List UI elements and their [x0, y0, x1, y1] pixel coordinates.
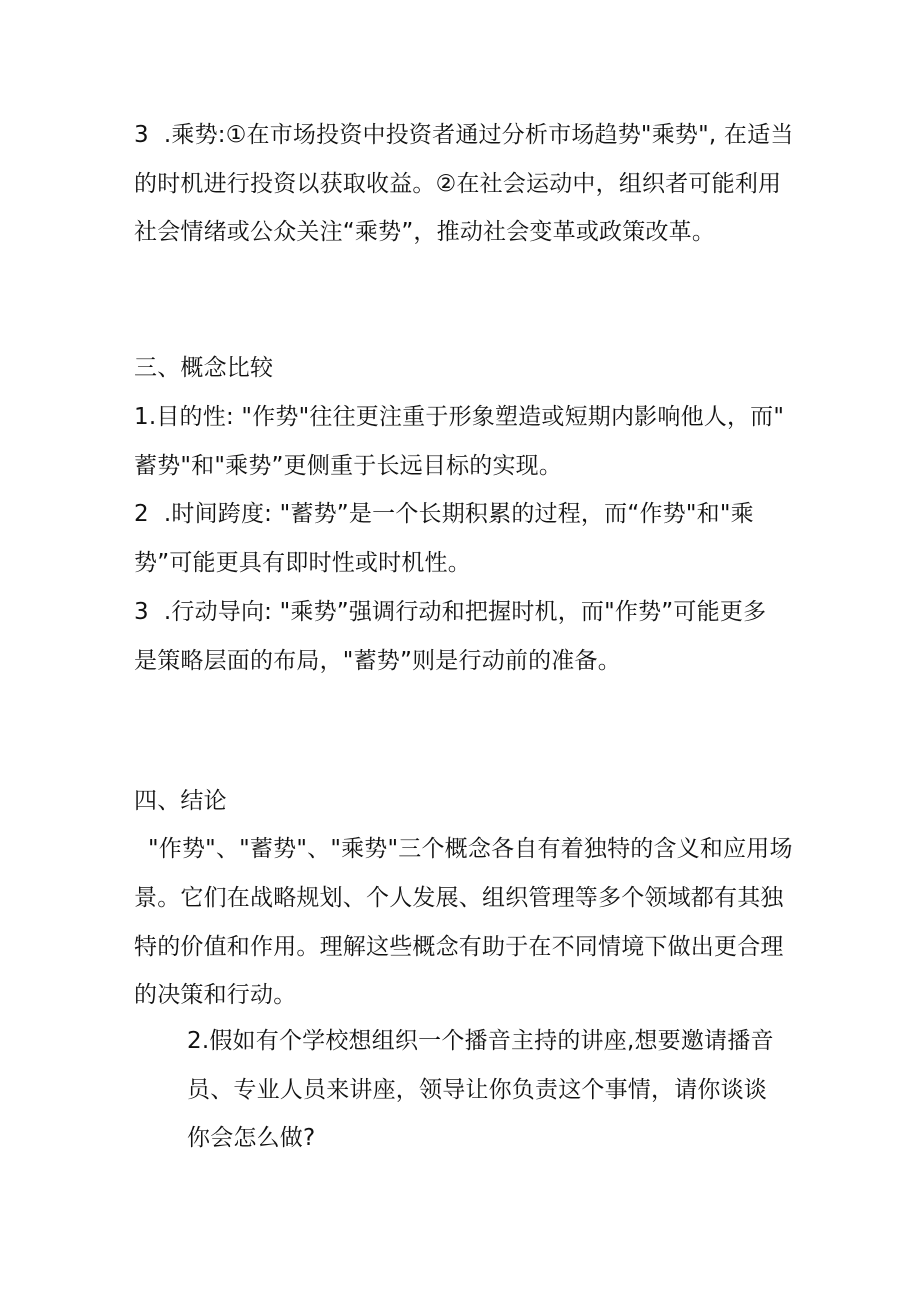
- compare-heading: 三、概念比较: [134, 355, 274, 381]
- sheng-line-3: 社会情绪或公众关注“乘势”，推动社会变革或政策改革。: [134, 219, 716, 245]
- conclusion-line-1: "作势"、"蓄势"、"乘势"三个概念各自有着独特的含义和应用场: [148, 836, 793, 862]
- sheng-line-2: 的时机进行投资以获取收益。②在社会运动中，组织者可能利用: [134, 171, 782, 197]
- question-line-1: 2.假如有个学校想组织一个播音主持的讲座,想要邀请播音: [187, 1028, 774, 1054]
- compare-line-4: 势”可能更具有即时性或时机性。: [134, 550, 471, 576]
- compare-line-1: 1.目的性: "作势"往往更注重于形象塑造或短期内影响他人，而": [134, 404, 785, 430]
- conclusion-line-4: 的决策和行动。: [134, 982, 297, 1008]
- question-line-2: 员、专业人员来讲座，领导让你负责这个事情，请你谈谈: [187, 1077, 767, 1103]
- compare-line-6: 是策略层面的布局，"蓄势”则是行动前的准备。: [134, 648, 621, 674]
- compare-line-2: 蓄势"和"乘势”更侧重于长远目标的实现。: [134, 453, 563, 479]
- sheng-line-1: 3 .乘势:①在市场投资中投资者通过分析市场趋势"乘势", 在适当: [134, 122, 794, 148]
- conclusion-heading: 四、结论: [134, 788, 227, 814]
- question-line-3: 你会怎么做?: [187, 1125, 316, 1151]
- conclusion-line-3: 特的价值和作用。理解这些概念有助于在不同情境下做出更合理: [134, 934, 784, 960]
- conclusion-line-2: 景。它们在战略规划、个人发展、组织管理等多个领域都有其独: [134, 885, 784, 911]
- compare-line-3: 2 .时间跨度: "蓄势”是一个长期积累的过程，而“作势"和"乘: [134, 501, 754, 527]
- compare-line-5: 3 .行动导向: "乘势”强调行动和把握时机，而"作势”可能更多: [134, 599, 767, 625]
